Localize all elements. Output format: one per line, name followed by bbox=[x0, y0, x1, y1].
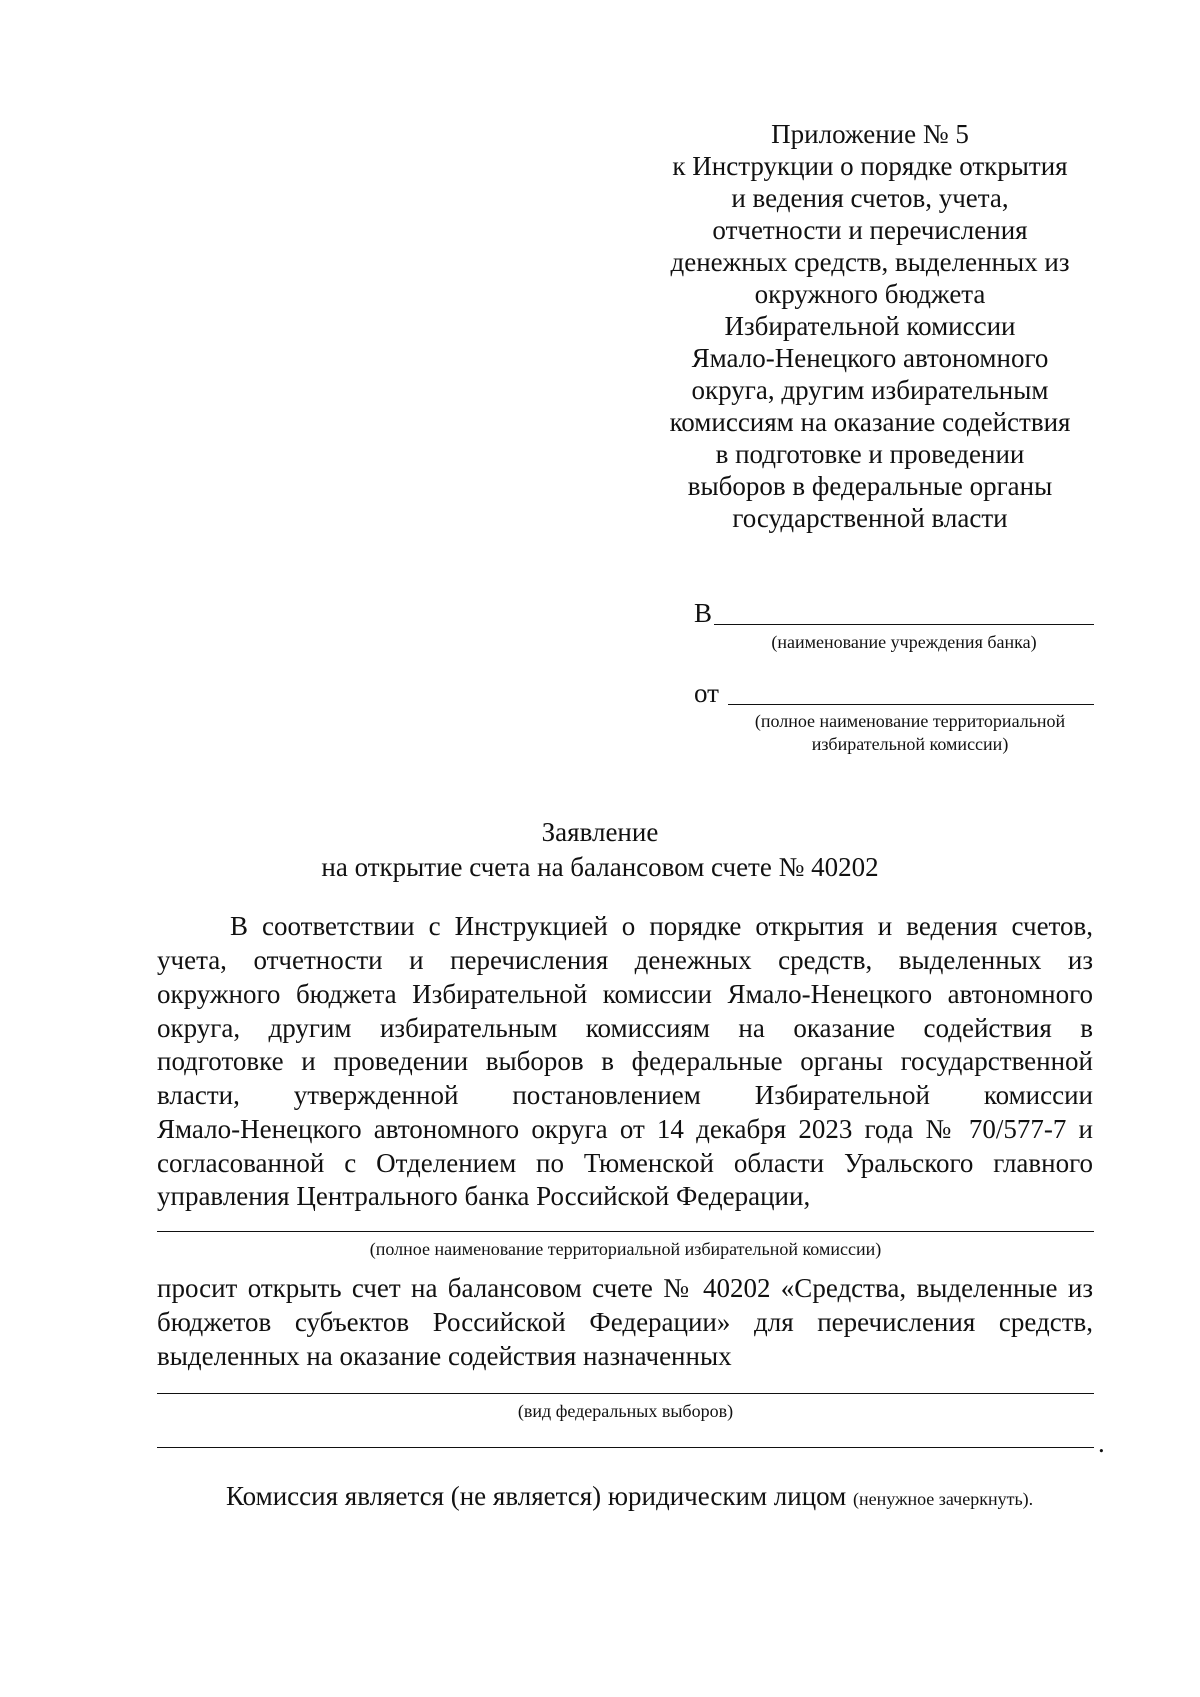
paragraph-line: согласованной с Отделением по Тюменской области Уральского главного bbox=[157, 1148, 1093, 1178]
appendix-line: в подготовке и проведении bbox=[715, 439, 1025, 469]
appendix-header bbox=[640, 118, 1100, 534]
document-title: Заявление bbox=[541, 817, 659, 847]
bank-name-caption: (наименование учреждения банка) bbox=[771, 632, 1037, 652]
appendix-line: выборов в федеральные органы bbox=[687, 471, 1053, 501]
appendix-line: окружного бюджета bbox=[754, 279, 986, 309]
paragraph-line: власти, утвержденной постановлением Избирательной комиссии bbox=[157, 1080, 1093, 1110]
from-prefix: от bbox=[694, 678, 719, 708]
appendix-line: комиссиям на оказание содействия bbox=[669, 407, 1071, 437]
legal-entity-note: (ненужное зачеркнуть). bbox=[853, 1489, 1034, 1509]
paragraph-line: учета, отчетности и перечисления денежных средств, выделенных из bbox=[157, 945, 1093, 975]
paragraph-line: управления Центрального банка Российской Федерации, bbox=[157, 1181, 811, 1211]
appendix-line: денежных средств, выделенных из bbox=[670, 247, 1070, 277]
paragraph-line: подготовке и проведении выборов в федеральные органы государственной bbox=[157, 1046, 1093, 1076]
paragraph-line: Ямало-Ненецкого автономного округа от 14 декабря 2023 года № 70/577-7 и bbox=[157, 1114, 1093, 1144]
request-line: просит открыть счет на балансовом счете № 40202 «Средства, выделенные из bbox=[157, 1273, 1093, 1303]
paragraph-line: окружного бюджета Избирательной комиссии Ямало-Ненецкого автономного bbox=[157, 979, 1093, 1009]
bank-name-field[interactable] bbox=[714, 624, 1094, 625]
paragraph-line: В соответствии с Инструкцией о порядке открытия и ведения счетов, bbox=[230, 911, 1093, 941]
commission-caption-line2: избирательной комиссии) bbox=[811, 734, 1009, 754]
election-type-caption: (вид федеральных выборов) bbox=[517, 1401, 734, 1421]
legal-entity-statement bbox=[226, 1480, 1033, 1515]
request-line: бюджетов субъектов Российской Федерации» для перечисления средств, bbox=[157, 1307, 1093, 1337]
appendix-line: и ведения счетов, учета, bbox=[731, 183, 1009, 213]
request-line: выделенных на оказание содействия назначенных bbox=[157, 1341, 732, 1371]
appendix-line: отчетности и перечисления bbox=[712, 215, 1028, 245]
appendix-line: государственной власти bbox=[732, 503, 1008, 533]
to-prefix: В bbox=[694, 598, 713, 628]
commission-full-name-field[interactable] bbox=[157, 1231, 1094, 1232]
appendix-line: Приложение № 5 bbox=[771, 119, 969, 149]
document-subtitle: на открытие счета на балансовом счете № 40202 bbox=[321, 852, 879, 882]
appendix-line: Ямало-Ненецкого автономного bbox=[691, 343, 1049, 373]
paragraph-line: округа, другим избирательным комиссиям на оказание содействия в bbox=[157, 1013, 1093, 1043]
commission-name-field[interactable] bbox=[728, 704, 1094, 705]
appendix-line: округа, другим избирательным bbox=[691, 375, 1049, 405]
election-type-field-continued[interactable] bbox=[157, 1447, 1094, 1448]
commission-caption-line1: (полное наименование территориальной bbox=[754, 711, 1066, 731]
legal-entity-text: Комиссия является (не является) юридическим лицом bbox=[226, 1481, 847, 1511]
election-type-field[interactable] bbox=[157, 1393, 1094, 1394]
appendix-line: к Инструкции о порядке открытия bbox=[672, 151, 1068, 181]
appendix-line: Избирательной комиссии bbox=[724, 311, 1016, 341]
commission-full-name-caption: (полное наименование территориальной избирательной комиссии) bbox=[369, 1239, 882, 1259]
end-mark: . bbox=[1098, 1428, 1105, 1458]
